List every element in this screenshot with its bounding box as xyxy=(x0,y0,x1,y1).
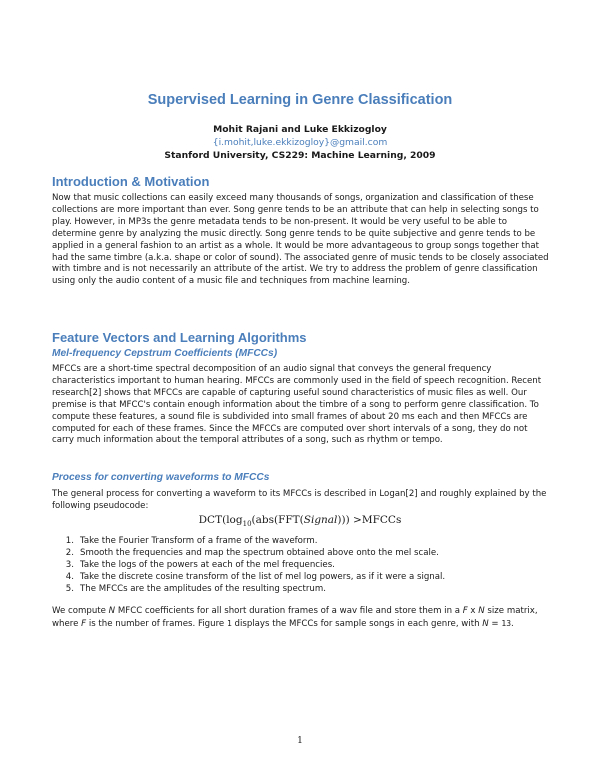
step-number: 2. xyxy=(65,547,74,558)
step-number: 1. xyxy=(65,536,74,546)
paper-title: Supervised Learning in Genre Classification xyxy=(147,92,453,108)
formula-close: ))) >MFCCs xyxy=(337,514,402,526)
step-text: Smooth the frequencies and map the spectrum obtained above onto the mel scale. xyxy=(80,547,439,558)
intro-heading: Introduction & Motivation xyxy=(52,174,210,189)
math-var: F xyxy=(462,606,468,616)
process-intro-paragraph: The general process for converting a waveform to its MFCCs is described in Logan[2] and roughly explained by the following pseudocode: xyxy=(52,489,547,511)
process-subheading: Process for converting waveforms to MFCCs xyxy=(52,472,270,483)
text-span: size matrix, where xyxy=(52,606,538,629)
author-block xyxy=(0,123,600,162)
mfcc-matrix-paragraph xyxy=(52,606,552,631)
features-heading: Feature Vectors and Learning Algorithms xyxy=(52,330,307,345)
mfcc-paragraph: MFCCs are a short-time spectral decomposition of an audio signal that conveys the general frequency characteristics important to human hearing. MFCCs are commonly used in the field of speech recognition. Recent research[2] shows that MFCCs are capable of capturing useful sound characteristics of music files as well. Our premise is that MFCC's contain enough information about the timbre of a song to perform genre classification. To compute these features, a sound file is subdivided into small frames of about 20 ms each and then MFCCs are computed for each of these frames. Since the MFCCs are computed over short intervals of a song, they do not carry much information about the temporal attributes of a song, such as rhythm or tempo. xyxy=(52,364,542,446)
list-item xyxy=(52,584,552,596)
author-names: Mohit Rajani and Luke Ekkizogloy xyxy=(213,124,387,135)
list-item xyxy=(52,560,552,572)
figure-ref: 1 xyxy=(226,618,232,628)
step-number: 3. xyxy=(65,559,74,570)
process-steps-list xyxy=(52,536,552,596)
text-span: . xyxy=(511,618,514,629)
text-span: = xyxy=(488,618,502,629)
list-item xyxy=(52,548,552,560)
text-span: MFCC coefficients for all short duration frames of a wav file and store them in a xyxy=(115,606,463,616)
step-text: The MFCCs are the amplitudes of the resulting spectrum. xyxy=(80,583,326,594)
math-var: N xyxy=(478,606,485,616)
math-var: F xyxy=(81,618,87,629)
step-text: Take the Fourier Transform of a frame of the waveform. xyxy=(80,536,318,546)
text-span: x xyxy=(467,606,479,616)
page-number: 1 xyxy=(297,736,303,746)
formula-signal: Signal xyxy=(303,514,338,526)
step-text: Take the discrete cosine transform of the list of mel log powers, as if it were a signal. xyxy=(80,571,446,582)
n-value: 13 xyxy=(501,618,512,628)
list-item xyxy=(52,536,552,548)
author-emails: {i.mohit,luke.ekkizogloy}@gmail.com xyxy=(212,137,388,148)
mfcc-formula xyxy=(0,514,600,528)
intro-paragraph: Now that music collections can easily exceed many thousands of songs, organization and classification of these collections are more important than ever. Song genre tends to be an attribute that can help in selecting songs to play. However, in MP3s the genre metadata tends to be non-present. It would be very useful to be able to determine genre by analyzing the music directly. Song genre tends to be quite subjective and genre tends to be applied in a general fashion to an artist as a whole. It would be more advantageous to group songs together that had the same timbre (a.k.a. shape or color of sound). The associated genre of music tends to be closely associated with timbre and is not necessarily an attribute of the artist. We try to address the problem of genre classification using only the audio content of a music file and techniques from machine learning. xyxy=(52,193,549,287)
step-number: 4. xyxy=(65,571,74,582)
formula-log-base: 10 xyxy=(242,520,252,529)
author-affiliation: Stanford University, CS229: Machine Learning, 2009 xyxy=(164,150,436,161)
math-var: N xyxy=(108,606,116,616)
text-span: We compute xyxy=(52,606,109,616)
mfcc-subheading: Mel-frequency Cepstrum Coefficients (MFCCs) xyxy=(52,348,278,359)
step-text: Take the logs of the powers at each of the mel frequencies. xyxy=(80,559,335,570)
math-var: N xyxy=(482,618,489,629)
text-span: is the number of frames. Figure xyxy=(86,618,227,629)
formula-dct: DCT(log xyxy=(198,514,243,526)
formula-rest: (abs(FFT( xyxy=(251,514,304,526)
text-span: displays the MFCCs for sample songs in each genre, with xyxy=(231,618,483,629)
step-number: 5. xyxy=(65,583,74,594)
list-item xyxy=(52,572,552,584)
